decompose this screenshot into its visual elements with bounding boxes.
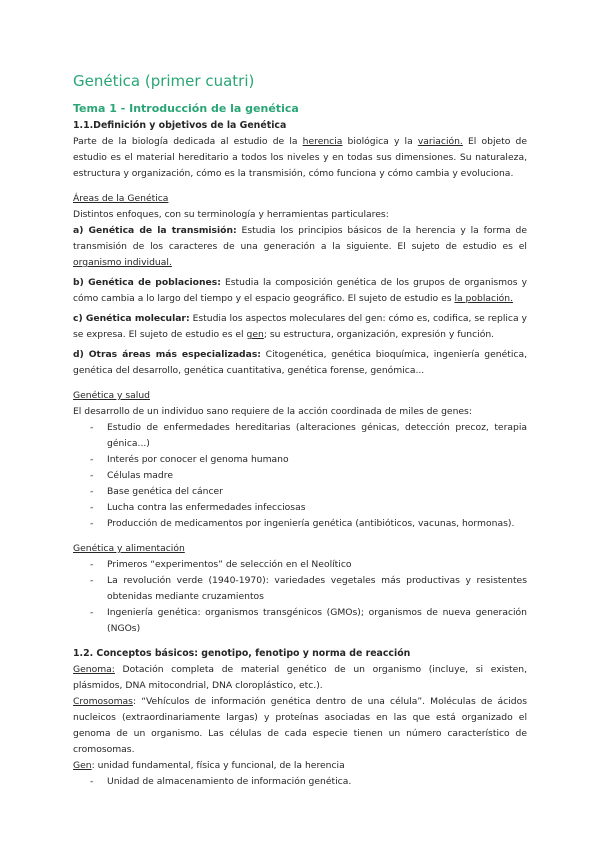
areas-heading: Áreas de la Genética bbox=[73, 193, 169, 204]
list-dash: - bbox=[90, 502, 94, 513]
area-c-text-2: ; su estructura, organización, expresión y función. bbox=[263, 329, 495, 340]
list-dash: - bbox=[90, 470, 94, 481]
list-dash: - bbox=[90, 776, 94, 787]
list-item-text: Producción de medicamentos por ingeniería genética (antibióticos, vacunas, hormonas). bbox=[107, 518, 515, 529]
area-d-label: d) Otras áreas más especializadas: bbox=[73, 349, 261, 360]
genoma-text: Dotación completa de material genético de un organismo (incluye, si existen, plásmidos, DNA mitocondrial, DNA cloroplástico, etc.). bbox=[73, 664, 527, 691]
gen-text: : unidad fundamental, física y funcional, de la herencia bbox=[91, 760, 345, 771]
area-b-label: b) Genética de poblaciones: bbox=[73, 277, 221, 288]
area-b-text: Estudia la composición genética de los grupos de organismos y cómo cambia a lo largo del tiempo y el espacio geográfico. El sujeto de estudio es bbox=[73, 277, 528, 304]
list-item bbox=[73, 557, 527, 573]
list-item-text: Lucha contra las enfermedades infecciosas bbox=[107, 502, 306, 513]
salud-intro: El desarrollo de un individuo sano requiere de la acción coordinada de miles de genes: bbox=[73, 406, 472, 417]
list-dash: - bbox=[90, 575, 94, 586]
list-item-text: Unidad de almacenamiento de información genética. bbox=[107, 776, 352, 787]
definition-paragraph bbox=[73, 134, 527, 182]
list-item-text: La revolución verde (1940-1970): variedades vegetales más productivas y resistentes obtenidas mediante cruzamientos bbox=[107, 575, 527, 602]
list-item bbox=[73, 452, 527, 468]
list-dash: - bbox=[90, 559, 94, 570]
list-dash: - bbox=[90, 454, 94, 465]
def-text-3: El objeto de estudio es el material hereditario a todos los niveles y en todas sus dimensiones. Su naturaleza, estructura y organización, cómo es la transmisión, cómo funciona y cómo cambia y evoluciona. bbox=[73, 136, 528, 179]
section-1-2-heading: 1.2. Conceptos básicos: genotipo, fenotipo y norma de reacción bbox=[73, 648, 411, 659]
area-d bbox=[73, 347, 527, 379]
list-item-text: Células madre bbox=[107, 470, 173, 481]
alimentacion-list bbox=[73, 557, 527, 637]
list-item bbox=[73, 774, 527, 790]
areas-intro: Distintos enfoques, con su terminología y herramientas particulares: bbox=[73, 209, 389, 220]
list-item-text: Estudio de enfermedades hereditarias (alteraciones génicas, detección precoz, terapia génica...) bbox=[107, 422, 527, 449]
gen-definition bbox=[73, 758, 527, 774]
area-a-text: Estudia los principios básicos de la herencia y la forma de transmisión de los caracteres de una generación a la siguiente. El sujeto de estudio es el bbox=[73, 225, 527, 252]
cromosomas-definition bbox=[73, 694, 527, 758]
term-variacion: variación. bbox=[417, 136, 463, 147]
area-a-subject: organismo individual. bbox=[73, 257, 172, 268]
list-dash: - bbox=[90, 422, 94, 433]
list-item bbox=[73, 484, 527, 500]
genoma-term: Genoma: bbox=[73, 664, 115, 675]
list-dash: - bbox=[90, 486, 94, 497]
area-c-label: c) Genética molecular: bbox=[73, 313, 190, 324]
document-title: Genética (primer cuatri) bbox=[73, 72, 255, 90]
def-text-2: biológica y la bbox=[342, 136, 418, 147]
alimentacion-heading: Genética y alimentación bbox=[73, 543, 185, 554]
genoma-definition bbox=[73, 662, 527, 694]
salud-heading: Genética y salud bbox=[73, 390, 150, 401]
list-item bbox=[73, 516, 527, 532]
cromosomas-text: : “Vehículos de información genética dentro de una célula”. Moléculas de ácidos nucleicos (extraordinariamente largas) y proteínas asociadas en las que está organizado el genoma de un organismo. Las células de cada especie tienen un número característico de cromosomas. bbox=[73, 696, 527, 755]
section-1-1-heading: 1.1.Definición y objetivos de la Genética bbox=[73, 120, 287, 131]
def-text-1: Parte de la biología dedicada al estudio de la bbox=[73, 136, 303, 147]
list-item-text: Primeros “experimentos” de selección en el Neolítico bbox=[107, 559, 352, 570]
list-item bbox=[73, 500, 527, 516]
salud-list bbox=[73, 420, 527, 532]
area-a-label: a) Genética de la transmisión: bbox=[73, 225, 237, 236]
list-item bbox=[73, 468, 527, 484]
cromosomas-term: Cromosomas bbox=[73, 696, 133, 707]
area-b bbox=[73, 275, 527, 307]
list-dash: - bbox=[90, 518, 94, 529]
area-c bbox=[73, 311, 527, 343]
tema1-heading: Tema 1 - Introducción de la genética bbox=[73, 102, 299, 115]
gen-term: Gen bbox=[73, 760, 92, 771]
document-body bbox=[73, 100, 527, 790]
area-d-text: Citogenética, genética bioquímica, ingeniería genética, genética del desarrollo, genética cuantitativa, genética forense, genómica... bbox=[73, 349, 527, 376]
gen-list bbox=[73, 774, 527, 790]
area-a bbox=[73, 223, 527, 271]
list-item-text: Ingeniería genética: organismos transgénicos (GMOs); organismos de nueva generación (NGOs) bbox=[107, 607, 527, 634]
list-item-text: Interés por conocer el genoma humano bbox=[107, 454, 289, 465]
term-herencia: herencia bbox=[302, 136, 343, 147]
area-c-subject: gen bbox=[246, 329, 264, 340]
list-item bbox=[73, 573, 527, 605]
area-c-text: Estudia los aspectos moleculares del gen: cómo es, codifica, se replica y se expresa. El sujeto de estudio es el bbox=[73, 313, 527, 340]
list-item bbox=[73, 605, 527, 637]
list-item bbox=[73, 420, 527, 452]
area-b-subject: la población. bbox=[454, 293, 513, 304]
list-dash: - bbox=[90, 607, 94, 618]
list-item-text: Base genética del cáncer bbox=[107, 486, 223, 497]
